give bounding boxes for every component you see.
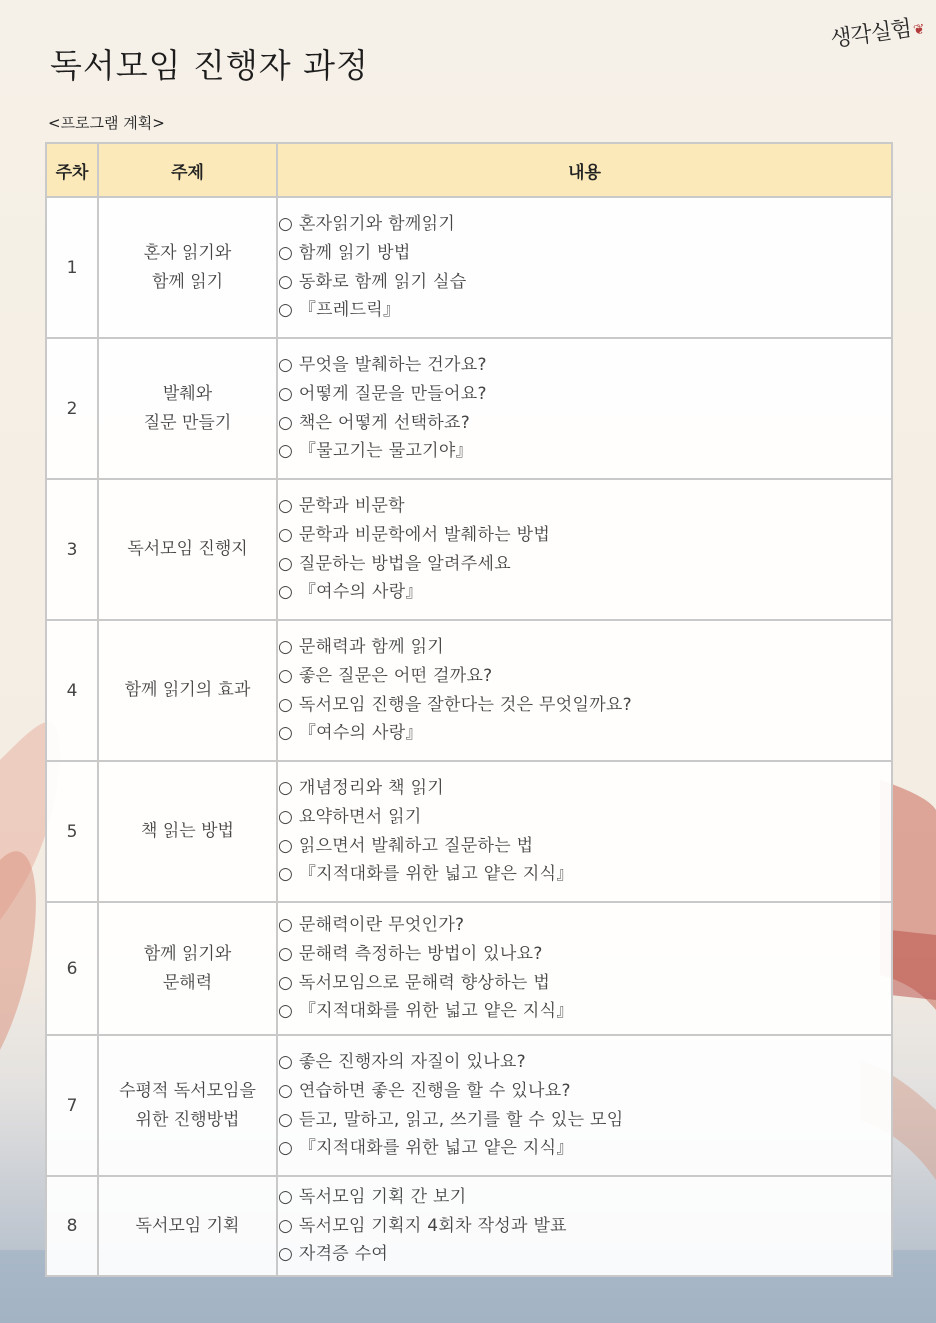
table-row [46, 620, 892, 761]
brand-logo-text: 생각실험 [829, 16, 913, 53]
content-item: ○ 독서모임 기획지 4회차 작성과 발표 [278, 1212, 891, 1241]
week-cell: 5 [46, 761, 98, 902]
week-cell: 6 [46, 902, 98, 1035]
topic-line: 수평적 독서모임을 [119, 1080, 256, 1101]
table-header-row [46, 143, 892, 197]
content-cell [277, 1176, 892, 1276]
content-item: ○ 좋은 진행자의 자질이 있나요? [278, 1048, 891, 1077]
header-content: 내용 [277, 143, 892, 197]
topic-cell [98, 1176, 277, 1276]
topic-line: 질문 만들기 [143, 412, 232, 433]
content-item: ○ 읽으면서 발췌하고 질문하는 법 [278, 832, 891, 861]
week-cell: 8 [46, 1176, 98, 1276]
content-item: ○ 문학과 비문학 [278, 492, 891, 521]
table-row [46, 902, 892, 1035]
topic-line: 혼자 읽기와 [143, 242, 232, 263]
topic-cell [98, 902, 277, 1035]
table-row [46, 197, 892, 338]
table-row [46, 338, 892, 479]
content-item: ○ 문학과 비문학에서 발췌하는 방법 [278, 521, 891, 550]
topic-cell [98, 338, 277, 479]
content-item: ○ 함께 읽기 방법 [278, 239, 891, 268]
topic-line: 독서모임 기획 [135, 1215, 240, 1236]
header-topic: 주제 [98, 143, 277, 197]
topic-line: 함께 읽기와 [143, 943, 232, 964]
section-subtitle: <프로그램 계획> [48, 114, 165, 132]
content-item: ○ 듣고, 말하고, 읽고, 쓰기를 할 수 있는 모임 [278, 1106, 891, 1135]
week-cell: 3 [46, 479, 98, 620]
content-item: ○ 문해력이란 무엇인가? [278, 911, 891, 940]
page-title: 독서모임 진행자 과정 [50, 46, 369, 85]
topic-line: 함께 읽기의 효과 [124, 680, 251, 700]
week-cell: 1 [46, 197, 98, 338]
content-item: ○ 개념정리와 책 읽기 [278, 774, 891, 803]
content-item: ○ 동화로 함께 읽기 실습 [278, 268, 891, 297]
content-item: ○ 『물고기는 물고기야』 [278, 437, 891, 466]
content-item: ○ 『여수의 사랑』 [278, 578, 891, 607]
topic-cell [98, 1035, 277, 1176]
week-cell: 4 [46, 620, 98, 761]
content-item: ○ 『프레드릭』 [278, 296, 891, 325]
table-row [46, 1176, 892, 1276]
content-cell [277, 338, 892, 479]
brand-logo-mark-icon: ❦ [912, 21, 926, 39]
content-item: ○ 혼자읽기와 함께읽기 [278, 210, 891, 239]
topic-line: 문해력 [162, 972, 213, 993]
topic-cell [98, 197, 277, 338]
content-item: ○ 문해력 측정하는 방법이 있나요? [278, 940, 891, 969]
content-item: ○ 『지적대화를 위한 넓고 얕은 지식』 [278, 1134, 891, 1163]
content-item: ○ 문해력과 함께 읽기 [278, 633, 891, 662]
topic-line: 위한 진행방법 [135, 1109, 240, 1130]
week-cell: 7 [46, 1035, 98, 1176]
content-cell [277, 620, 892, 761]
brand-logo [829, 10, 926, 54]
content-cell [277, 1035, 892, 1176]
content-item: ○ 무엇을 발췌하는 건가요? [278, 351, 891, 380]
topic-cell [98, 761, 277, 902]
content-item: ○ 어떻게 질문을 만들어요? [278, 380, 891, 409]
header-week: 주차 [46, 143, 98, 197]
table-row [46, 479, 892, 620]
content-item: ○ 자격증 수여 [278, 1240, 891, 1269]
week-cell: 2 [46, 338, 98, 479]
content-item: ○ 질문하는 방법을 알려주세요 [278, 550, 891, 579]
content-cell [277, 761, 892, 902]
content-item: ○ 독서모임으로 문해력 향상하는 법 [278, 969, 891, 998]
content-cell [277, 479, 892, 620]
content-item: ○ 『여수의 사랑』 [278, 719, 891, 748]
content-item: ○ 독서모임 기획 간 보기 [278, 1183, 891, 1212]
topic-line: 독서모임 진행지 [127, 539, 248, 559]
topic-cell [98, 479, 277, 620]
topic-line: 함께 읽기 [151, 271, 224, 292]
content-item: ○ 독서모임 진행을 잘한다는 것은 무엇일까요? [278, 691, 891, 720]
content-item: ○ 연습하면 좋은 진행을 할 수 있나요? [278, 1077, 891, 1106]
table-row [46, 1035, 892, 1176]
content-item: ○ 『지적대화를 위한 넓고 얕은 지식』 [278, 997, 891, 1026]
content-cell [277, 902, 892, 1035]
topic-cell [98, 620, 277, 761]
program-plan-table [45, 142, 893, 1277]
content-item: ○ 책은 어떻게 선택하죠? [278, 409, 891, 438]
content-item: ○ 요약하면서 읽기 [278, 803, 891, 832]
content-item: ○ 『지적대화를 위한 넓고 얕은 지식』 [278, 860, 891, 889]
table-row [46, 761, 892, 902]
content-cell [277, 197, 892, 338]
content-item: ○ 좋은 질문은 어떤 걸까요? [278, 662, 891, 691]
topic-line: 발췌와 [162, 383, 213, 404]
topic-line: 책 읽는 방법 [141, 821, 234, 841]
